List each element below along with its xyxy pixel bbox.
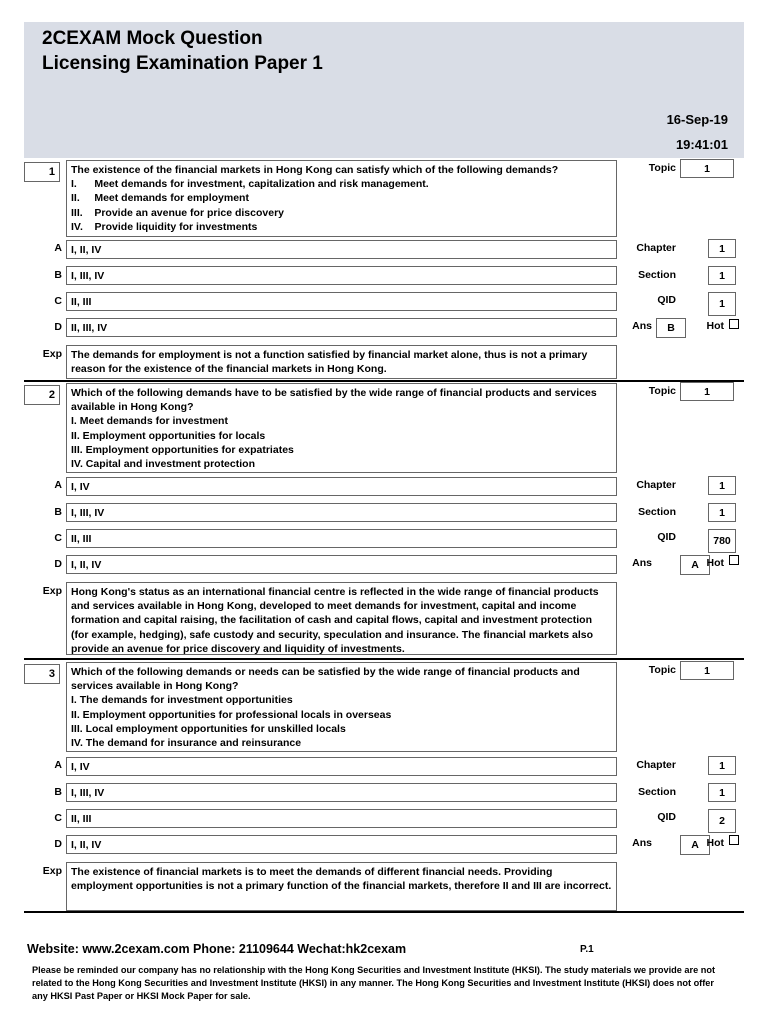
question-text xyxy=(66,662,617,752)
question-divider xyxy=(24,911,744,913)
topic-label: Topic xyxy=(648,385,676,397)
hot-checkbox[interactable] xyxy=(729,555,739,565)
option-d[interactable]: I, II, IV xyxy=(66,835,617,854)
option-a[interactable]: I, IV xyxy=(66,757,617,776)
option-d-label: D xyxy=(54,838,62,850)
section-value: 1 xyxy=(708,783,736,802)
hot-label: Hot xyxy=(706,837,724,849)
option-d-label: D xyxy=(54,558,62,570)
option-a[interactable]: I, II, IV xyxy=(66,240,617,259)
footer-contact: Website: www.2cexam.com Phone: 21109644 Wechat:hk2cexam xyxy=(27,942,407,956)
topic-value: 1 xyxy=(680,159,734,178)
page-header xyxy=(24,22,744,158)
option-a[interactable]: I, IV xyxy=(66,477,617,496)
qid-value: 2 xyxy=(708,809,736,833)
option-d[interactable]: I, II, IV xyxy=(66,555,617,574)
question-line: Which of the following demands have to be satisfied by the wide range of financial products and services xyxy=(71,387,597,399)
footer-disclaimer: Please be reminded our company has no relationship with the Hong Kong Securities and Investment Institute (HKSI). The study materials we provide are not related to the Hong Kong Securities and Investment Institute (HKSI) in any manner. The Hong Kong Securities and Investment Institute (HKSI) does not offer any HKSI Past Paper or HKSI Mock Paper for sale. xyxy=(32,965,716,1002)
page-title: 2CEXAM Mock Question xyxy=(42,28,263,49)
explanation-text: The demands for employment is not a function satisfied by financial market alone, thus is not a primary reason for the existence of the financial markets in Hong Kong. xyxy=(66,345,617,379)
header-time: 19:41:01 xyxy=(675,137,728,152)
topic-value: 1 xyxy=(680,661,734,680)
question-divider xyxy=(24,380,744,382)
answer-value: B xyxy=(656,318,686,338)
header-date: 16-Sep-19 xyxy=(666,112,728,127)
option-a-label: A xyxy=(54,242,62,254)
section-label: Section xyxy=(638,786,676,798)
qid-value: 780 xyxy=(708,529,736,553)
hot-label: Hot xyxy=(706,320,724,332)
question-line: IV. The demand for insurance and reinsurance xyxy=(71,737,302,750)
chapter-label: Chapter xyxy=(636,242,676,254)
qid-value: 1 xyxy=(708,292,736,316)
question-line: II. Employment opportunities for professional locals in overseas xyxy=(71,708,392,721)
ans-label: Ans xyxy=(632,320,652,332)
option-c[interactable]: II, III xyxy=(66,809,617,828)
option-d[interactable]: II, III, IV xyxy=(66,318,617,337)
chapter-value: 1 xyxy=(708,756,736,775)
option-b[interactable]: I, III, IV xyxy=(66,783,617,802)
option-b-label: B xyxy=(54,786,62,798)
section-value: 1 xyxy=(708,266,736,285)
question-line: available in Hong Kong? xyxy=(71,401,194,414)
question-divider xyxy=(24,658,744,660)
chapter-value: 1 xyxy=(708,239,736,258)
question-line: III. Provide an avenue for price discovery xyxy=(71,206,284,219)
question-line: III. Local employment opportunities for unskilled locals xyxy=(71,722,346,735)
question-line: services available in Hong Kong? xyxy=(71,680,239,693)
section-value: 1 xyxy=(708,503,736,522)
chapter-label: Chapter xyxy=(636,479,676,491)
question-line: II. Meet demands for employment xyxy=(71,192,249,205)
option-a-label: A xyxy=(54,479,62,491)
question-line: II. Employment opportunities for locals xyxy=(71,429,266,442)
option-d-label: D xyxy=(54,321,62,333)
question-line: IV. Provide liquidity for investments xyxy=(71,220,258,233)
explanation-label: Exp xyxy=(42,865,62,877)
option-a-label: A xyxy=(54,759,62,771)
ans-label: Ans xyxy=(632,557,652,569)
option-b-label: B xyxy=(54,506,62,518)
qid-label: QID xyxy=(657,294,676,306)
chapter-value: 1 xyxy=(708,476,736,495)
section-label: Section xyxy=(638,506,676,518)
option-c[interactable]: II, III xyxy=(66,529,617,548)
option-c-label: C xyxy=(54,812,62,824)
topic-label: Topic xyxy=(648,664,676,676)
question-number: 1 xyxy=(24,162,60,182)
explanation-label: Exp xyxy=(42,348,62,360)
question-line: The existence of the financial markets in Hong Kong can satisfy which of the following demands? xyxy=(71,164,559,176)
topic-label: Topic xyxy=(648,162,676,174)
question-number: 3 xyxy=(24,664,60,684)
explanation-text: Hong Kong's status as an international financial centre is reflected in the wide range of financial products and services available in Hong Kong, developed to meet demands for investment, capital and income formation and capital raising, the facilitation of cash and capital flows, capital and investment protection (for example, hedging), safe custody and security, speculation and insurance. The financial markets also provide an avenue for price discovery and liquidity of investments. xyxy=(66,582,617,655)
ans-label: Ans xyxy=(632,837,652,849)
option-c[interactable]: II, III xyxy=(66,292,617,311)
question-line: I. The demands for investment opportunities xyxy=(71,694,293,707)
option-b[interactable]: I, III, IV xyxy=(66,266,617,285)
chapter-label: Chapter xyxy=(636,759,676,771)
explanation-label: Exp xyxy=(42,585,62,597)
option-b-label: B xyxy=(54,269,62,281)
question-line: Which of the following demands or needs can be satisfied by the wide range of financial products and xyxy=(71,666,580,678)
hot-checkbox[interactable] xyxy=(729,319,739,329)
option-b[interactable]: I, III, IV xyxy=(66,503,617,522)
qid-label: QID xyxy=(657,531,676,543)
question-text xyxy=(66,383,617,473)
question-number: 2 xyxy=(24,385,60,405)
question-text xyxy=(66,160,617,237)
hot-label: Hot xyxy=(706,557,724,569)
page-subtitle: Licensing Examination Paper 1 xyxy=(42,53,323,74)
answer-value: A xyxy=(680,555,710,575)
answer-value: A xyxy=(680,835,710,855)
question-line: III. Employment opportunities for expatriates xyxy=(71,443,294,456)
page-number: P.1 xyxy=(580,944,594,955)
question-line: IV. Capital and investment protection xyxy=(71,458,255,471)
section-label: Section xyxy=(638,269,676,281)
option-c-label: C xyxy=(54,532,62,544)
question-line: I. Meet demands for investment xyxy=(71,415,228,428)
qid-label: QID xyxy=(657,811,676,823)
question-line: I. Meet demands for investment, capitalization and risk management. xyxy=(71,178,429,191)
topic-value: 1 xyxy=(680,382,734,401)
explanation-text: The existence of financial markets is to meet the demands of different financial needs. Providing employment opportunities is not a primary function of the financial markets, therefore II and III are incorrect. xyxy=(66,862,617,911)
option-c-label: C xyxy=(54,295,62,307)
hot-checkbox[interactable] xyxy=(729,835,739,845)
